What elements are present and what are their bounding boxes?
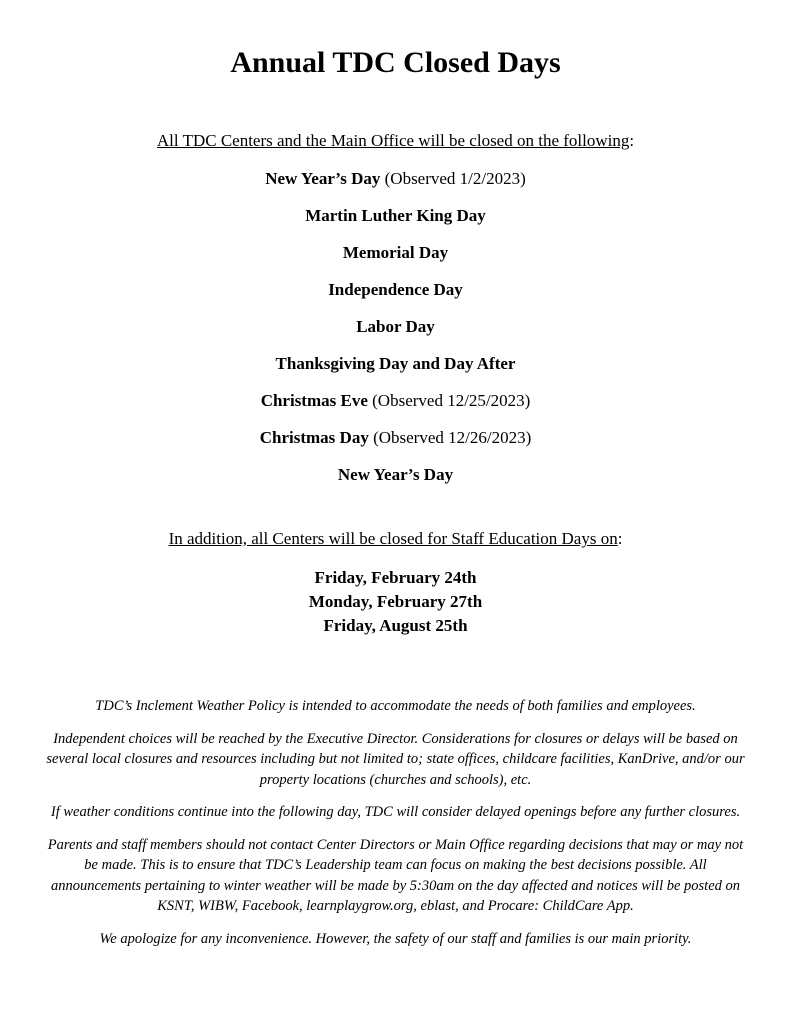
holiday-item [0, 316, 791, 353]
holiday-name: Thanksgiving Day and Day After [275, 354, 516, 373]
closed-days-intro-text: All TDC Centers and the Main Office will be closed on the following [156, 131, 630, 150]
education-day-list [0, 566, 791, 638]
holiday-name: New Year’s Day [265, 169, 381, 188]
weather-policy-paragraph: Independent choices will be reached by the Executive Director. Considerations for closures or delays will be based on several local closures and resources including but not limited to; state offices, childcare facilities, KanDrive, and/or our property locations (churches and schools), etc. [46, 730, 745, 788]
education-day: Monday, February 27th [308, 592, 483, 611]
education-day: Friday, August 25th [323, 616, 468, 635]
education-day: Friday, February 24th [314, 568, 477, 587]
education-days-intro [0, 529, 791, 549]
holiday-note: (Observed 12/25/2023) [367, 391, 531, 410]
holiday-item [0, 464, 791, 501]
weather-policy-paragraph: If weather conditions continue into the following day, TDC will consider delayed openings before any further closures. [50, 804, 741, 820]
holiday-list [0, 168, 791, 501]
holiday-item [0, 390, 791, 427]
closed-days-intro [0, 131, 791, 151]
holiday-name: Christmas Day [259, 428, 369, 447]
holiday-note: (Observed 1/2/2023) [380, 169, 526, 188]
holiday-note: (Observed 12/26/2023) [368, 428, 532, 447]
holiday-item [0, 279, 791, 316]
holiday-name: Labor Day [356, 317, 435, 336]
page-title: Annual TDC Closed Days [230, 46, 561, 79]
holiday-name: New Year’s Day [337, 465, 454, 484]
weather-policy-paragraph: Parents and staff members should not contact Center Directors or Main Office regarding decisions that may or may not be made. This is to ensure that TDC’s Leadership team can focus on making the best decisions possible. All announcements pertaining to winter weather will be made by 5:30am on the day affected and notices will be posted on KSNT, WIBW, Facebook, learnplaygrow.org, eblast, and Procare: ChildCare App. [47, 836, 744, 914]
holiday-item [0, 205, 791, 242]
weather-policy [44, 696, 747, 961]
holiday-name: Martin Luther King Day [305, 206, 486, 225]
education-days-intro-suffix: : [617, 529, 623, 548]
holiday-item [0, 427, 791, 464]
weather-policy-paragraph: We apologize for any inconvenience. However, the safety of our staff and families is our main priority. [99, 930, 692, 947]
holiday-item [0, 242, 791, 279]
holiday-item [0, 168, 791, 205]
holiday-name: Christmas Eve [260, 391, 368, 410]
holiday-name: Memorial Day [342, 243, 449, 262]
closed-days-intro-suffix: : [629, 131, 635, 150]
holiday-name: Independence Day [328, 280, 463, 299]
holiday-item [0, 353, 791, 390]
weather-policy-paragraph: TDC’s Inclement Weather Policy is intended to accommodate the needs of both families and employees. [95, 698, 696, 714]
education-days-intro-text: In addition, all Centers will be closed for Staff Education Days on [168, 529, 618, 548]
